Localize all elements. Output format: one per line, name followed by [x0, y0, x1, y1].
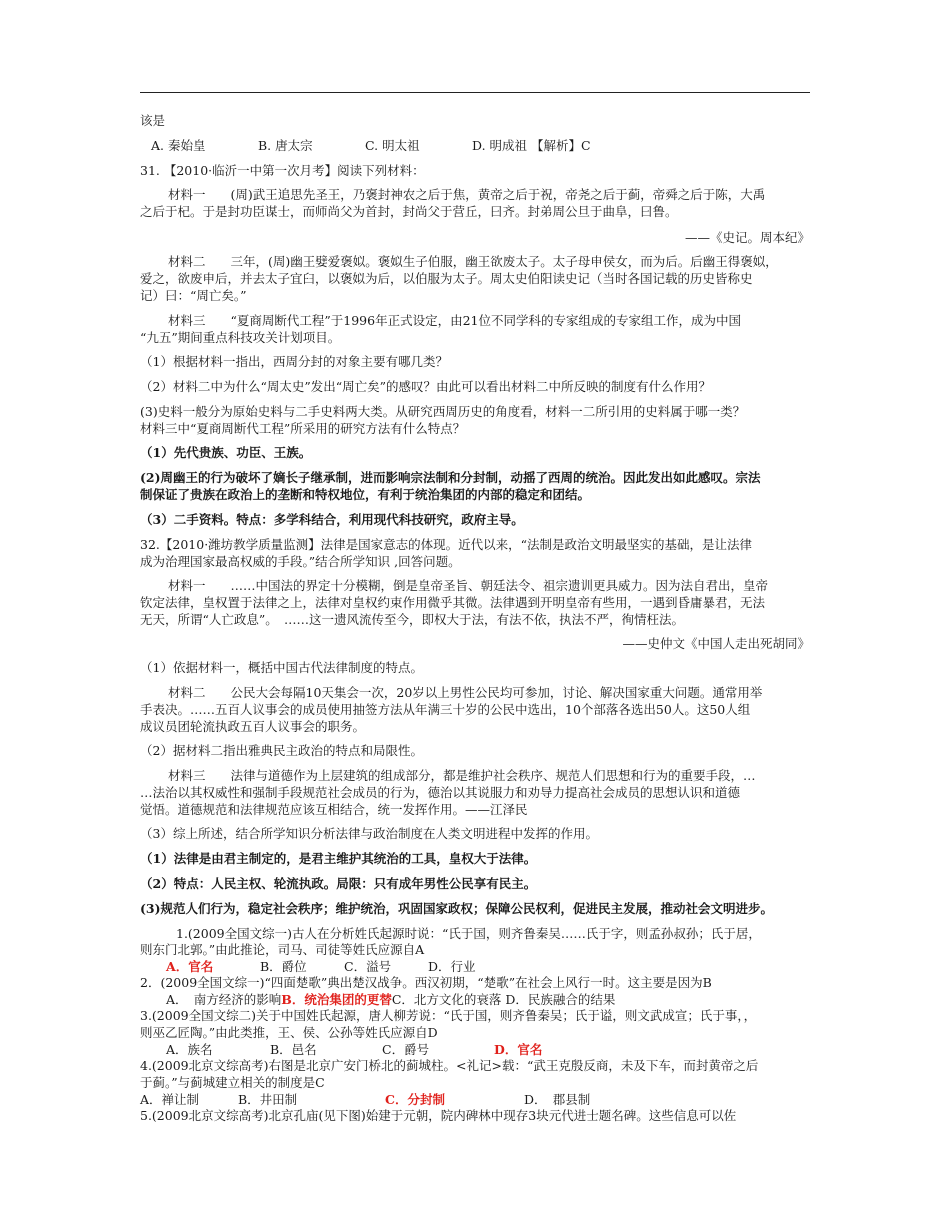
q31-material-2: 爱之，欲废申后，并去太子宜臼，以褒姒为后，以伯服为太子。周太史伯阳读史记（当时各国记载的历史皆称史 [140, 271, 753, 286]
q31-heading: 31. 【2010·临沂一中第一次月考】阅读下列材料： [140, 163, 425, 178]
option-c: C．分封制 [385, 1092, 445, 1107]
q31-answer-2: (2)周幽王的行为破坏了嫡长子继承制，进而影响宗法制和分封制，动摇了西周的统治。因此发出如此感叹。宗法 [140, 470, 761, 485]
mc-question-4: 4.(2009北京文综高考)右图是北京广安门桥北的蓟城柱。<礼记>载：“武王克殷反商，未及下车，而封黄帝之后 [140, 1058, 759, 1073]
q30-options [140, 137, 810, 155]
option-d: D．官名 [494, 1042, 543, 1057]
option-a: A．族名 [166, 1042, 213, 1057]
mc-question-3: 3.(2009全国文综二)关于中国姓氏起源，唐人柳芳说：“氏于国，则齐鲁秦吴；氏于谥，则文武成宣；氏于事，， [140, 1008, 757, 1023]
q32-answer-1: （1）法律是由君主制定的，是君主维护其统治的工具，皇权大于法律。 [140, 851, 537, 866]
q31-source-1: ——《史记。周本纪》 [684, 230, 810, 245]
option-b: B．统治集团的更替 [281, 992, 392, 1007]
mc-question-3: 则巫乙匠陶。”由此类推，王、侯、公孙等姓氏应源自D [140, 1025, 438, 1040]
mc-question-1: 1.(2009全国文综一)古人在分析姓氏起源时说：“氏于国，则齐鲁秦吴……氏于字，则孟孙叔孙；氏于居， [176, 926, 761, 941]
option-d: D． 郡县制 [524, 1092, 591, 1107]
option-a: A．官名 [166, 959, 214, 974]
q32-material-1: 钦定法律，皇权置于法律之上，法律对皇权约束作用微乎其微。法律遇到开明皇帝有些用，一遇到昏庸暴君，无法 [140, 595, 766, 610]
option-b: B．邑名 [270, 1042, 317, 1057]
option-c-d: C．北方文化的衰落 D．民族融合的结果 [391, 992, 616, 1007]
option-b: B. 唐太宗 [258, 138, 313, 153]
q31-material-2: 记）曰：“周亡矣。” [140, 288, 247, 303]
option-a: A． 南方经济的影响 [166, 992, 282, 1007]
q32-question-1: （1）依据材料一，概括中国古代法律制度的特点。 [140, 660, 423, 675]
option-d: D．行业 [428, 959, 476, 974]
header-rule [140, 92, 810, 93]
mc-question-2: 2．(2009全国文综一)“四面楚歌”典出楚汉战争。西汉初期，“楚歌”在社会上风行一时。这主要是因为B [140, 975, 712, 990]
mc-question-5: 5.(2009北京文综高考)北京孔庙(见下图)始建于元朝，院内碑林中现存3块元代进士题名碑。这些信息可以佐 [140, 1108, 737, 1123]
q32-material-1: 无天，所谓“人亡政息”。 ……这一遗风流传至今，即权大于法，有法不依，执法不严，徇情枉法。 [140, 612, 685, 627]
text-line: 该是 [140, 113, 166, 128]
q32-material-3: …法治以其权威性和强制手段规范社会成员的行为，德治以其说服力和劝导力提高社会成员的思想认识和道德 [140, 785, 741, 800]
q32-material-3: 材料三 法律与道德作为上层建筑的组成部分，都是维护社会秩序、规范人们思想和行为的重要手段，… [168, 768, 756, 783]
q32-material-3: 觉悟。道德规范和法律规范应该互相结合，统一发挥作用。——江泽民 [140, 802, 528, 817]
q31-question-3: 材料三中“夏商周断代工程”所采用的研究方法有什么特点？ [140, 421, 466, 436]
q32-answer-2: （2）特点：人民主权、轮流执政。局限：只有成年男性公民享有民主。 [140, 876, 537, 891]
q31-material-2: 材料二 三年，(周)幽王嬖爱褒姒。褒姒生子伯服，幽王欲废太子。太子母申侯女，而为后。后幽王得褒姒， [168, 254, 778, 269]
q31-answer-1: （1）先代贵族、功臣、王族。 [140, 445, 312, 460]
option-c: C．溢号 [344, 959, 392, 974]
q32-material-1: 材料一 ……中国法的界定十分模糊，倒是皇帝圣旨、朝廷法令、祖宗遗训更具威力。因为法自君出，皇帝 [168, 578, 769, 593]
option-a: A. 秦始皇 [151, 138, 206, 153]
q32-question-3: （3）综上所述，结合所学知识分析法律与政治制度在人类文明进程中发挥的作用。 [140, 826, 598, 841]
option-c: C．爵号 [382, 1042, 430, 1057]
q32-heading: 成为治理国家最高权威的手段。”结合所学知识 ,回答问题。 [140, 554, 461, 569]
q31-answer-2: 制保证了贵族在政治上的垄断和特权地位，有利于统治集团的内部的稳定和团结。 [140, 487, 591, 502]
q32-heading: 32.【2010·潍坊教学质量监测】法律是国家意志的体现。近代以来，“法制是政治文明最坚实的基础，是让法律 [140, 537, 753, 552]
q31-question-2: （2）材料二中为什么“周太史”发出“周亡矣”的感叹？由此可以看出材料二中所反映的制度有什么作用？ [140, 379, 712, 394]
q32-question-2: （2）据材料二指出雅典民主政治的特点和局限性。 [140, 743, 423, 758]
option-c: C. 明太祖 [365, 138, 420, 153]
q32-answer-3: (3)规范人们行为，稳定社会秩序；维护统治，巩固国家政权；保障公民权利，促进民主发展，推动社会文明进步。 [140, 901, 774, 916]
q31-answer-3: （3）二手资料。特点：多学科结合，利用现代科技研究，政府主导。 [140, 512, 524, 527]
q31-material-1: 材料一 (周)武王追思先圣王，乃褒封神农之后于焦，黄帝之后于祝，帝尧之后于蓟，帝舜之后于陈，大禹 [168, 187, 766, 202]
q32-source-1: ——史仲文《中国人走出死胡同》 [622, 636, 810, 651]
q31-question-3: (3)史料一般分为原始史料与二手史料两大类。从研究西周历史的角度看，材料一二所引用的史料属于哪一类？ [140, 404, 746, 419]
q32-material-2: 材料二 公民大会每隔10天集会一次，20岁以上男性公民均可参加，讨论、解决国家重大问题。通常用举 [168, 685, 763, 700]
option-a: A．禅让制 [140, 1092, 200, 1107]
option-b: B．井田制 [238, 1092, 298, 1107]
q31-question-1: （1）根据材料一指出，西周分封的对象主要有哪几类？ [140, 354, 448, 369]
option-b: B．爵位 [260, 959, 307, 974]
q32-material-2: 成议员团轮流执政五百人议事会的职务。 [140, 719, 366, 734]
q32-material-2: 手表决。……五百人议事会的成员使用抽签方法从年满三十岁的公民中选出，10个部落各选出50人。这50人组 [140, 702, 751, 717]
option-d: D. 明成祖 【解析】C [472, 138, 591, 153]
q31-material-1: 之后于杞。于是封功臣谋士，而师尚父为首封，封尚父于营丘，曰齐。封弟周公旦于曲阜，曰鲁。 [140, 204, 678, 219]
mc-question-1: 则东门北郭。”由此推论，司马、司徒等姓氏应源自A [140, 942, 425, 957]
mc-question-4: 于蓟。”与蓟城建立相关的制度是C [140, 1075, 325, 1090]
q31-material-3: “九五”期间重点科技攻关计划项目。 [140, 330, 341, 345]
q31-material-3: 材料三 “夏商周断代工程”于1996年正式设定，由21位不同学科的专家组成的专家组工作，成为中国 [168, 313, 741, 328]
